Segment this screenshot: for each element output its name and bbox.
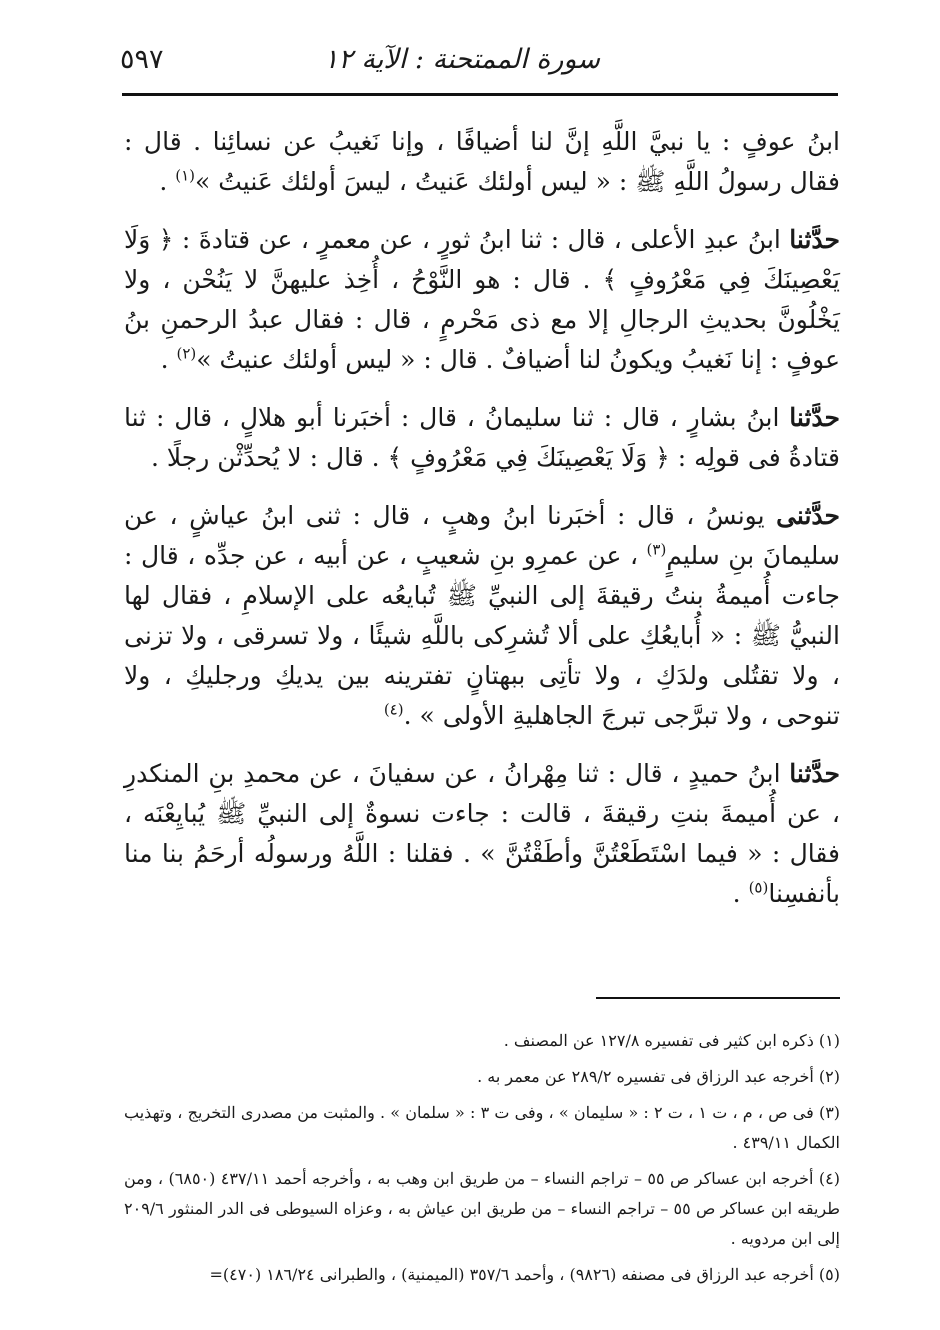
footnote-1: (١) ذكره ابن كثير فى تفسيره ١٢٧/٨ عن المصنف .	[503, 1031, 840, 1050]
paragraph-end: .	[732, 879, 749, 908]
paragraph-1	[124, 122, 840, 202]
paragraph-text: ابنُ حميدٍ ، قال : ثنا مِهْرانُ ، عن سفيانَ ، عن محمدِ بنِ المنكدرِ ، عن أُميمةَ بنتِ رقيقةَ ، قالت : جاءت نسوةٌ إلى النبيِّ ﷺ يُبايِعْنَه ، فقال : « فيما اسْتَطَعْتُنَّ وأطَقْتُنَّ » . فقلنا : اللَّهُ ورسولُه أرحَمُ بنا منا بأنفسِنا	[124, 759, 840, 908]
paragraph-4	[124, 496, 840, 736]
isnad-lead: حدَّثنا	[789, 225, 840, 254]
paragraph-5	[124, 754, 840, 914]
footnote-ref-4: (٤)	[383, 700, 404, 719]
paragraph-3	[124, 398, 840, 478]
isnad-lead: حدَّثنا	[789, 759, 840, 788]
footnote-4: (٤) أخرجه ابن عساكر ص ٥٥ – تراجم النساء – من طريق ابن وهب به ، وأخرجه أحمد ٤٣٧/١١ (٦٨٥٠) ، ومن طريقه ابن عساكر ص ٥٥ – تراجم النساء – من طريق ابن عياش به ، وعزاه السيوطى فى الدر المنثور ٢٠٩/٦ إلى ابن مردويه .	[124, 1169, 841, 1248]
footnote-ref-3: (٣)	[646, 540, 667, 559]
isnad-lead: حدَّثنى	[776, 501, 840, 530]
paragraph-text-cont: ، عن عمرِو بنِ شعيبٍ ، عن أبيه ، عن جدِّه ، قال : جاءت أُميمةُ بنتُ رقيقةَ إلى النبيِّ ﷺ تُبايعُه على الإسلامِ ، فقال لها النبيُّ ﷺ : « أُبايعُكِ على ألا تُشرِكى باللَّهِ شيئًا ، ولا تسرقى ، ولا تزنى ، ولا تقتُلى ولدَكِ ، ولا تأتِى ببهتانٍ تفترينه بين يديكِ ورجليكِ ، ولا تنوحى ، ولا تبرَّجى تبرجَ الجاهليةِ الأولى » .	[124, 541, 840, 730]
footnote-5: (٥) أخرجه عبد الرزاق فى مصنفه (٩٨٢٦) ، وأحمد ٣٥٧/٦ (الميمنية) ، والطبرانى ١٨٦/٢٤ (٤٧٠)=	[209, 1265, 840, 1284]
paragraph-end: .	[160, 345, 177, 374]
paragraph-text: يونسُ ، قال : أخبَرنا ابنُ وهبٍ ، قال : ثنى ابنُ عياشٍ ، عن سليمانَ بنِ سليمٍ	[124, 501, 840, 570]
footnote-ref-1: (١)	[175, 166, 196, 185]
running-header	[120, 40, 840, 86]
footnote-ref-5: (٥)	[748, 878, 769, 897]
footnote-ref-2: (٢)	[176, 344, 197, 363]
footnote-separator	[596, 997, 840, 999]
page-number: ٥٩٧	[120, 44, 164, 75]
paragraph-text: ابنُ بشارٍ ، قال : ثنا سليمانُ ، قال : أخبَرنا أبو هلالٍ ، قال : ثنا قتادةُ فى قولِه : ﴿ وَلَا يَعْصِينَكَ فِي مَعْرُوفٍ ﴾ . قال : لا يُحدِّثْن رجلًا .	[124, 403, 840, 472]
paragraph-end: .	[159, 167, 176, 196]
surah-verse-title: سورة الممتحنة : الآية ١٢	[323, 44, 600, 75]
footnotes	[124, 1026, 840, 1296]
paragraph-2	[124, 220, 840, 380]
paragraph-text: ابنُ عبدِ الأعلى ، قال : ثنا ابنُ ثورٍ ، عن معمرٍ ، عن قتادةَ : ﴿ وَلَا يَعْصِينَكَ فِي مَعْرُوفٍ ﴾ . قال : هو النَّوْحُ ، أُخِذ عليهنَّ لا يَنُحْن ، ولا يَخْلُونَّ بحديثِ الرجالِ إلا مع ذى مَحْرمٍ ، قال : فقال عبدُ الرحمنِ بنُ عوفٍ : إنا نَغيبُ ويكونُ لنا أضيافٌ . قال : « ليس أولئك عنيتُ »	[124, 225, 840, 374]
paragraph-text: ابنُ عوفٍ : يا نبيَّ اللَّهِ إنَّ لنا أضيافًا ، وإنا نَغيبُ عن نسائِنا . قال : فقال رسولُ اللَّهِ ﷺ : « ليس أولئك عَنيتُ ، ليسَ أولئك عَنيتُ »	[124, 127, 840, 196]
main-text	[124, 122, 840, 932]
footnote-3: (٣) فى ص ، م ، ت ١ ، ت ٢ : « سليمان » ، وفى ت ٣ : « سلمان » . والمثبت من مصدرى التخريج ، وتهذيب الكمال ٤٣٩/١١ .	[124, 1103, 841, 1152]
isnad-lead: حدَّثنا	[789, 403, 840, 432]
header-rule	[122, 93, 838, 96]
footnote-2: (٢) أخرجه عبد الرزاق فى تفسيره ٢٨٩/٢ عن معمر به .	[477, 1067, 840, 1086]
